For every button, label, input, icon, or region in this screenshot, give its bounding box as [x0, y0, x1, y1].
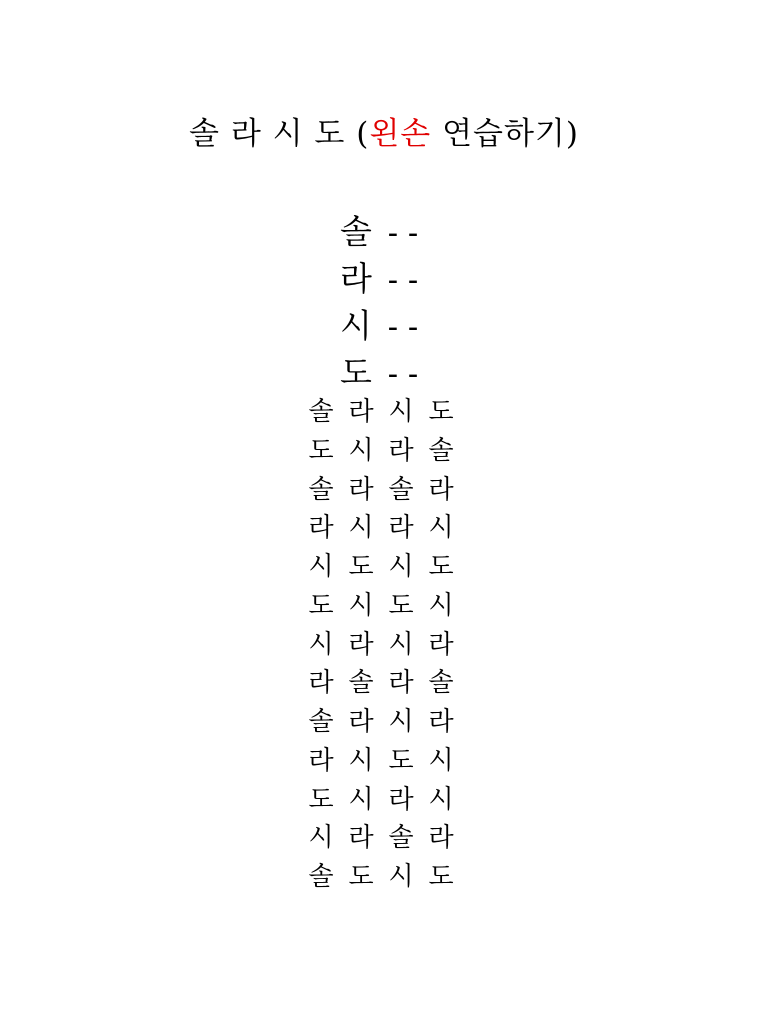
- note-name: 라: [340, 259, 372, 298]
- sequence-note: 라: [388, 668, 414, 699]
- sequence-note: 도: [428, 552, 454, 582]
- sequence-row: [305, 393, 457, 432]
- note-dash: --: [383, 310, 425, 345]
- sequence-note: 라: [308, 513, 334, 544]
- sequence-row: [305, 819, 457, 858]
- sequence-note: 라: [308, 745, 334, 776]
- sequence-note: 라: [348, 629, 374, 660]
- sequence-note: 라: [388, 513, 414, 544]
- sequence-row: [305, 781, 457, 820]
- sequence-note: 라: [428, 707, 454, 737]
- sequence-note: 라: [428, 629, 454, 660]
- sequence-note: 시: [308, 629, 334, 660]
- sequence-note: 라: [348, 474, 374, 505]
- sequence-note: 도: [388, 590, 414, 621]
- sequence-note: 솔: [308, 862, 334, 892]
- note-dash: --: [383, 263, 425, 298]
- sequence-note: 라: [348, 707, 374, 737]
- note-name: 시: [340, 306, 372, 345]
- sequence-note: 솔: [308, 397, 334, 427]
- sequence-note: 솔: [428, 435, 454, 466]
- sequence-note: 도: [388, 745, 414, 776]
- sequence-row: [305, 626, 457, 665]
- sequence-note: 시: [388, 707, 414, 737]
- sequence-note: 시: [428, 745, 454, 776]
- sequence-note: 솔: [308, 474, 334, 505]
- sequence-note: 시: [308, 552, 334, 582]
- sequence-note: 솔: [348, 668, 374, 699]
- sequence-note: 라: [428, 823, 454, 854]
- sequence-note: 라: [348, 397, 374, 427]
- note-legend: [340, 208, 540, 396]
- sequence-note: 도: [348, 552, 374, 582]
- sequence-row: [305, 742, 457, 781]
- note-dash: --: [383, 357, 425, 392]
- note-name: 도: [340, 353, 372, 392]
- note-row: [340, 349, 540, 396]
- sequence-note: 시: [388, 552, 414, 582]
- sequence-note: 시: [348, 784, 374, 815]
- note-row: [340, 302, 540, 349]
- sequence-note: 솔: [388, 474, 414, 505]
- sequence-note: 도: [428, 862, 454, 892]
- title-prefix: 솔 라 시 도 (: [189, 116, 370, 152]
- sequence-note: 시: [348, 435, 374, 466]
- sequence-note: 라: [428, 474, 454, 505]
- sequence-note: 솔: [428, 668, 454, 699]
- sequence-note: 시: [348, 745, 374, 776]
- note-name: 솔: [340, 212, 372, 251]
- sequence-note: 시: [308, 823, 334, 854]
- sequence-note: 솔: [308, 707, 334, 737]
- sequence-note: 시: [348, 513, 374, 544]
- sequence-note: 시: [428, 590, 454, 621]
- sequence-row: [305, 548, 457, 587]
- sequence-row: [305, 471, 457, 510]
- sequence-note: 도: [348, 862, 374, 892]
- sequence-note: 도: [308, 784, 334, 815]
- sequence-note: 도: [308, 435, 334, 466]
- note-dash: --: [383, 216, 425, 251]
- page-title: [0, 112, 768, 156]
- sequence-note: 시: [428, 513, 454, 544]
- sequence-row: [305, 509, 457, 548]
- sequence-row: [305, 587, 457, 626]
- sequence-note: 시: [348, 590, 374, 621]
- sequence-note: 도: [428, 397, 454, 427]
- sequence-row: [305, 703, 457, 742]
- sequence-note: 시: [388, 862, 414, 892]
- sequence-row: [305, 432, 457, 471]
- note-row: [340, 208, 540, 255]
- sequence-note: 시: [388, 397, 414, 427]
- sequence-row: [305, 664, 457, 703]
- sequence-note: 도: [308, 590, 334, 621]
- sequence-note: 라: [388, 784, 414, 815]
- sequence-note: 라: [388, 435, 414, 466]
- title-highlight: 왼손: [369, 116, 432, 152]
- sequence-note: 시: [428, 784, 454, 815]
- sequence-note: 라: [348, 823, 374, 854]
- note-row: [340, 255, 540, 302]
- sequence-note: 솔: [388, 823, 414, 854]
- sequence-row: [305, 858, 457, 897]
- sequence-note: 라: [308, 668, 334, 699]
- practice-sequences: [305, 393, 475, 897]
- sequence-note: 시: [388, 629, 414, 660]
- title-suffix: 연습하기): [431, 116, 579, 152]
